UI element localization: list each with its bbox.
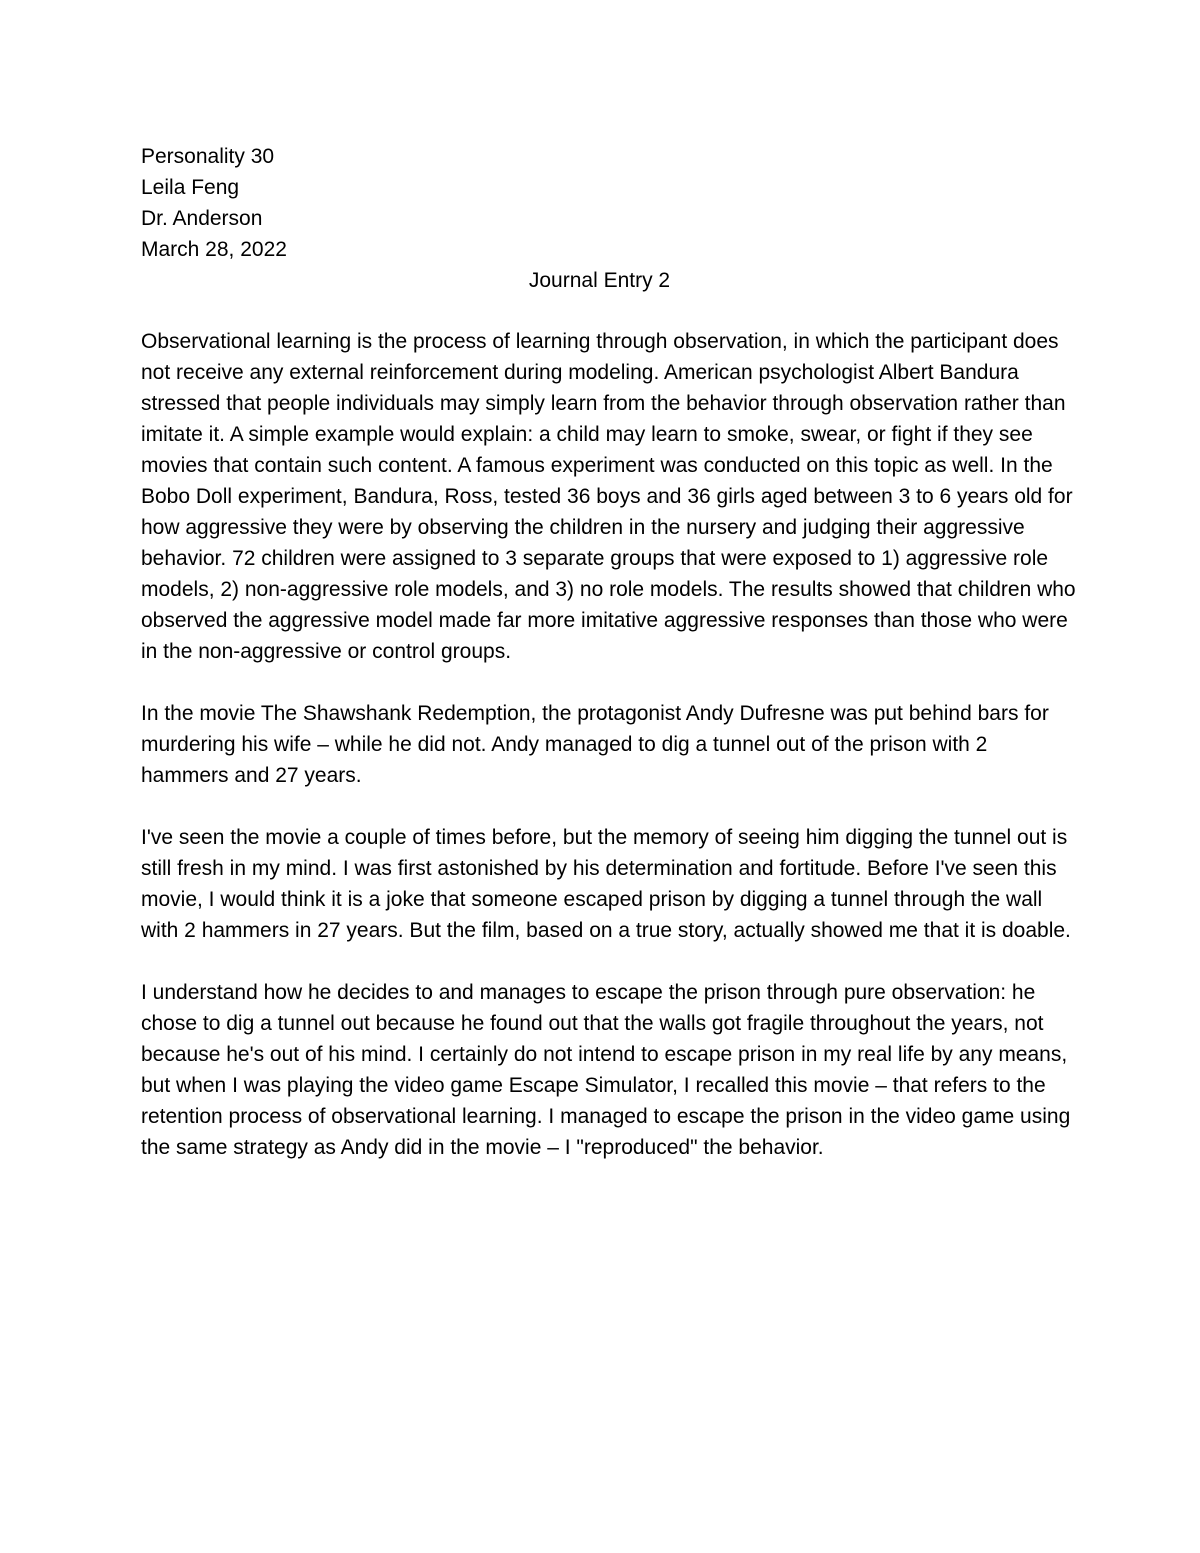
document-date: March 28, 2022 xyxy=(141,238,287,261)
paragraph-shawshank-summary: In the movie The Shawshank Redemption, the protagonist Andy Dufresne was put behind bars for murdering his wife – while he did not. Andy managed to dig a tunnel out of the prison with 2 hammers and 27 years. xyxy=(141,702,1049,787)
instructor-name: Dr. Anderson xyxy=(141,207,263,230)
student-name: Leila Feng xyxy=(141,176,240,199)
document-title: Journal Entry 2 xyxy=(528,269,671,292)
course-name: Personality 30 xyxy=(141,145,275,168)
paragraph-observational-learning: Observational learning is the process of learning through observation, in which the participant does not receive any external reinforcement during modeling. American psychologist Albert Bandura stressed that people individuals may simply learn from the behavior through observation rather than imitate it. A simple example would explain: a child may learn to smoke, swear, or fight if they see movies that contain such content. A famous experiment was conducted on this topic as well. In the Bobo Doll experiment, Bandura, Ross, tested 36 boys and 36 girls aged between 3 to 6 years old for how aggressive they were by observing the children in the nursery and judging their aggressive behavior. 72 children were assigned to 3 separate groups that were exposed to 1) aggressive role models, 2) non-aggressive role models, and 3) no role models. The results showed that children who observed the aggressive model made far more imitative aggressive responses than those who were in the non-aggressive or control groups. xyxy=(141,330,1076,663)
paragraph-personal-reaction: I've seen the movie a couple of times before, but the memory of seeing him digging the tunnel out is still fresh in my mind. I was first astonished by his determination and fortitude. Before I've seen this movie, I would think it is a joke that someone escaped prison by digging a tunnel through the wall with 2 hammers in 27 years. But the film, based on a true story, actually showed me that it is doable. xyxy=(141,826,1071,942)
paragraph-reflection: I understand how he decides to and manages to escape the prison through pure observation: he chose to dig a tunnel out because he found out that the walls got fragile throughout the years, not because he's out of his mind. I certainly do not intend to escape prison in my real life by any means, but when I was playing the video game Escape Simulator, I recalled this movie – that refers to the retention process of observational learning. I managed to escape the prison in the video game using the same strategy as Andy did in the movie – I "reproduced" the behavior. xyxy=(141,981,1071,1159)
document-header xyxy=(141,141,1058,296)
document-body xyxy=(141,326,1076,1194)
